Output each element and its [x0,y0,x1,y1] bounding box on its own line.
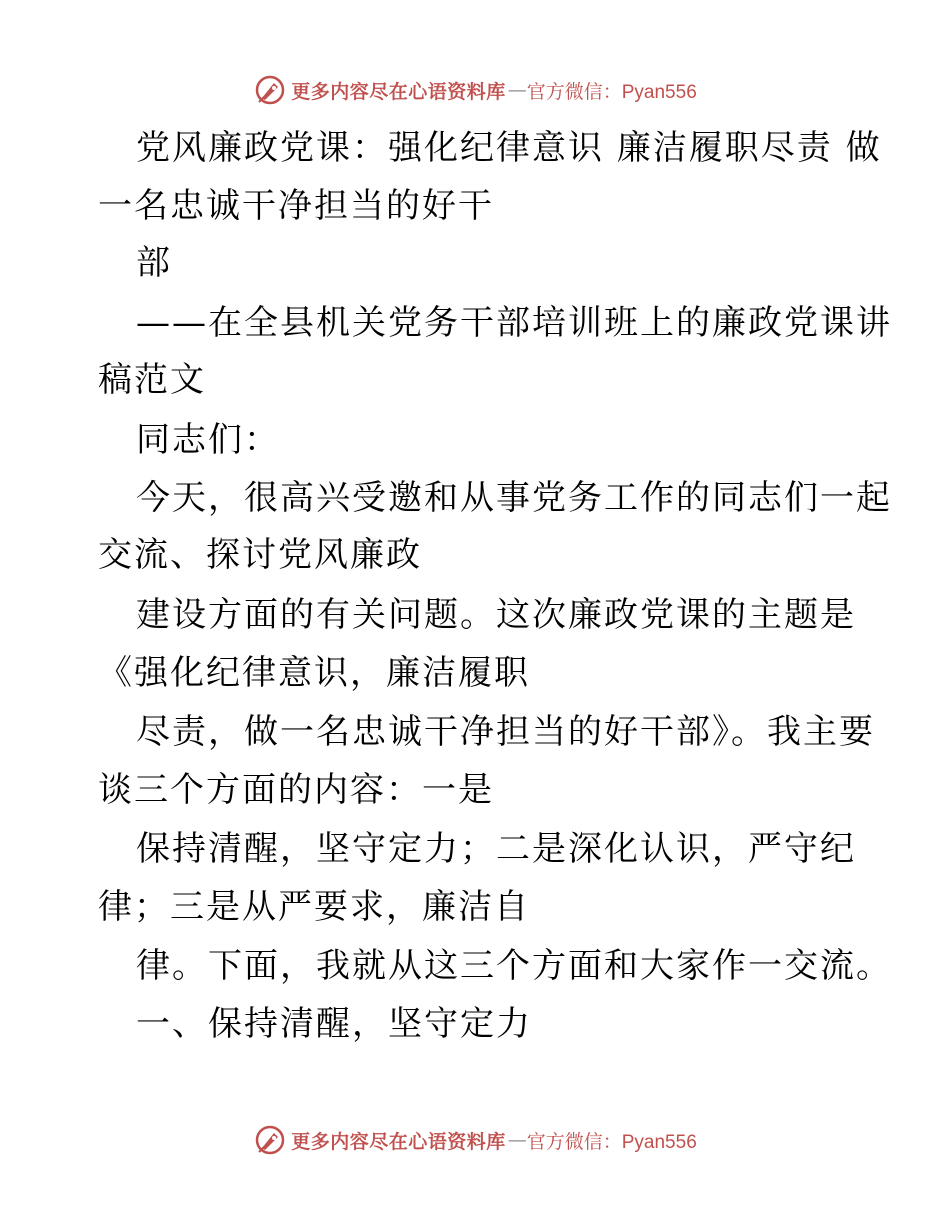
subtitle-line-2: 稿范文 [98,360,206,400]
watermark-text: 更多内容尽在心语资料库 [291,80,506,103]
pen-nib-logo-icon [253,1123,287,1157]
watermark-separator: — [507,79,527,101]
paragraph-line: 保持清醒，坚守定力；二是深化认识，严守纪 [136,829,856,869]
title-line-3: 部 [136,243,172,283]
subtitle-line-1: ——在全县机关党务干部培训班上的廉政党课讲 [136,303,892,343]
paragraph-line: 交流、探讨党风廉政 [98,535,422,575]
watermark-wechat: 官方微信：Pyan556 [526,81,697,103]
watermark-separator: — [507,1129,527,1151]
footer-watermark [0,1120,950,1160]
title-line-2: 一名忠诚干净担当的好干 [98,186,494,226]
watermark-text: 更多内容尽在心语资料库 [291,1130,506,1153]
paragraph-line: 律。下面，我就从这三个方面和大家作一交流。 [136,946,892,986]
salutation: 同志们： [136,420,280,460]
section-heading: 一、保持清醒，坚守定力 [136,1004,532,1044]
paragraph-line: 《强化纪律意识，廉洁履职 [98,653,530,693]
paragraph-line: 律；三是从严要求，廉洁自 [98,887,530,927]
paragraph-line: 尽责，做一名忠诚干净担当的好干部》。我主要 [136,712,875,752]
paragraph-line: 谈三个方面的内容：一是 [98,770,494,810]
paragraph-line: 建设方面的有关问题。这次廉政党课的主题是 [136,595,856,635]
title-line-1: 党风廉政党课：强化纪律意识 廉洁履职尽责 做 [136,128,882,168]
watermark-wechat: 官方微信：Pyan556 [526,1131,697,1153]
paragraph-line: 今天，很高兴受邀和从事党务工作的同志们一起 [136,478,892,518]
